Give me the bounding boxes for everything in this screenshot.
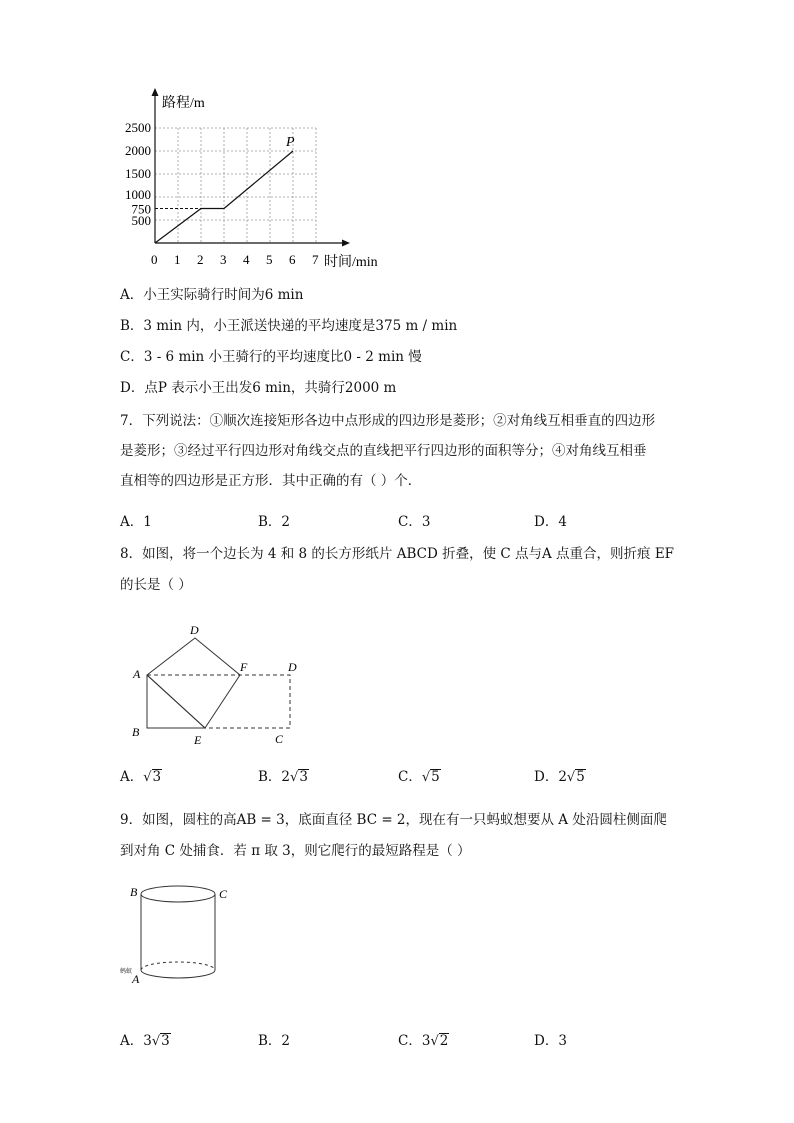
line-ae	[147, 675, 205, 728]
q9-option-a: A．3√3	[120, 1033, 170, 1049]
label-e: E	[194, 733, 202, 747]
q6-option-c: C．3 - 6 min 小王骑行的平均速度比0 - 2 min 慢	[120, 349, 422, 365]
label-c: C	[275, 732, 284, 746]
label-a: A	[133, 667, 141, 681]
label-b: B	[132, 725, 140, 739]
q9-text-line-1: 9．如图，圆柱的高AB = 3，底面直径 BC = 2，现在有一只蚂蚁想要从 A 处沿圆柱侧面爬	[120, 812, 667, 828]
x-tick-label: 7	[312, 252, 319, 267]
q7-text-line-3: 直相等的四边形是正方形．其中正确的有（ ）个．	[120, 473, 422, 489]
cylinder-bottom-front	[141, 970, 215, 978]
q8-option-b: B．2√3	[258, 769, 308, 785]
x-axis-label: 时间/min	[324, 255, 378, 270]
cylinder-top	[141, 886, 215, 902]
x-tick-label: 3	[220, 252, 227, 267]
q6-option-b: B．3 min 内，小王派送快递的平均速度是375 m / min	[120, 318, 458, 334]
y-axis-label: 路程/m	[162, 96, 205, 111]
label-a: A	[132, 972, 140, 986]
q8-option-c: C．√5	[398, 769, 440, 785]
q6-option-d: D．点P 表示小王出发6 min，共骑行2000 m	[120, 380, 397, 396]
q9-option-b: B．2	[258, 1033, 291, 1049]
x-axis-arrow	[342, 240, 350, 247]
point-p-label: P	[286, 135, 295, 150]
x-tick-label: 6	[289, 252, 296, 267]
y-tick-label: 500	[131, 213, 151, 228]
folded-flap	[147, 638, 240, 728]
q8-option-d: D．2√5	[534, 769, 585, 785]
cylinder-bottom-back	[141, 962, 215, 970]
x-tick-label: 5	[266, 252, 273, 267]
folded-rectangle-figure	[125, 620, 315, 750]
q9-option-d: D．3	[534, 1033, 567, 1049]
label-d-top: D	[190, 623, 199, 637]
y-tick-label: 2000	[125, 143, 151, 158]
q7-option-c: C．3	[398, 514, 431, 530]
label-d: D	[288, 660, 297, 674]
q8-text-line-1: 8．如图，将一个边长为 4 和 8 的长方形纸片 ABCD 折叠，使 C 点与A 点重合，则折痕 EF	[120, 546, 675, 562]
x-tick-label: 2	[197, 252, 204, 267]
y-tick-label: 750	[131, 201, 151, 217]
label-b: B	[130, 885, 138, 899]
q7-text-line-1: 7．下列说法：①顺次连接矩形各边中点形成的四边形是菱形；②对角线互相垂直的四边形	[120, 413, 656, 429]
y-axis-arrow	[152, 88, 159, 96]
y-tick-label: 1500	[125, 166, 151, 181]
q6-option-a: A．小王实际骑行时间为6 min	[120, 287, 304, 303]
q7-option-d: D．4	[534, 514, 567, 530]
q7-option-b: B．2	[258, 514, 291, 530]
y-tick-label: 1000	[125, 187, 151, 202]
y-tick-label: 2500	[125, 120, 151, 135]
label-c: C	[219, 887, 228, 901]
cylinder-figure	[112, 876, 252, 996]
ant-label: 蚂蚁	[120, 969, 133, 975]
q7-option-a: A．1	[120, 514, 152, 530]
dashed-rectangle-outline	[147, 675, 290, 728]
q9-text-line-2: 到对角 C 处捕食．若 π 取 3，则它爬行的最短路程是（ ）	[120, 843, 471, 859]
x-tick-label: 1	[174, 252, 181, 267]
q8-option-a: A．√3	[120, 769, 162, 785]
q8-text-line-2: 的长是（ ）	[120, 577, 192, 593]
q7-text-line-2: 是菱形；③经过平行四边形对角线交点的直线把平行四边形的面积等分；④对角线互相垂	[120, 443, 647, 459]
q9-option-c: C．3√2	[398, 1033, 449, 1049]
x-tick-label: 0	[151, 252, 158, 267]
x-tick-label: 4	[243, 252, 250, 267]
distance-time-chart	[110, 88, 410, 278]
label-f: F	[240, 660, 248, 674]
